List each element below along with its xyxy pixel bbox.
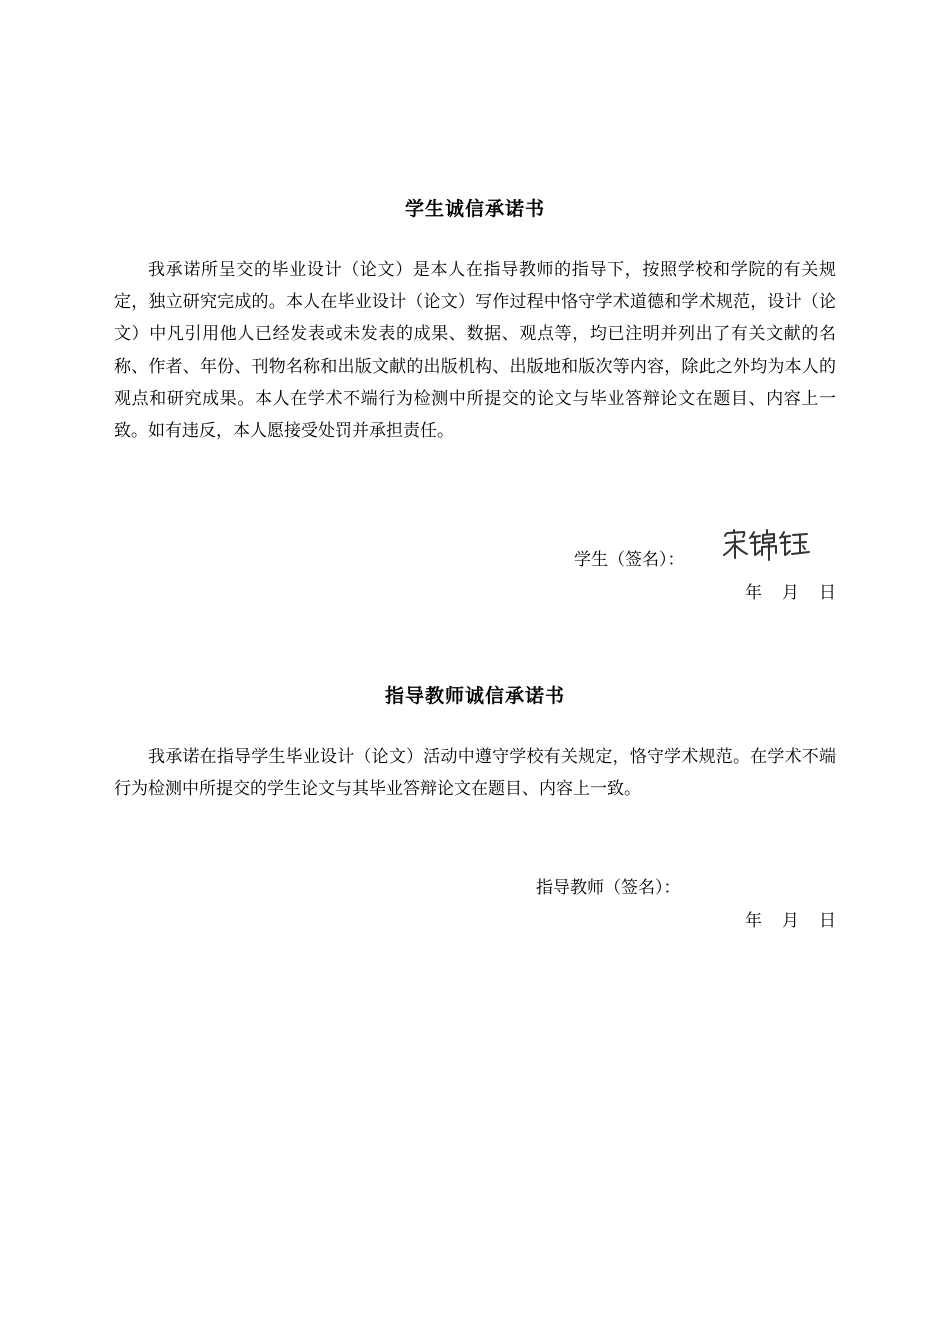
teacher-date-line [745, 906, 836, 931]
student-handwritten-signature [720, 524, 812, 566]
teacher-pledge-title: 指导教师诚信承诺书 [384, 685, 565, 707]
date-month-label: 月 [782, 583, 799, 603]
date-year-label: 年 [745, 911, 762, 931]
student-date-line [745, 578, 836, 603]
student-pledge-title: 学生诚信承诺书 [404, 198, 545, 220]
date-year-label: 年 [745, 583, 762, 603]
student-sign-label: 学生（签名）： [574, 550, 685, 570]
date-day-label: 日 [819, 583, 836, 603]
teacher-pledge-paragraph: 我承诺在指导学生毕业设计（论文）活动中遵守学校有关规定，恪守学术规范。在学术不端行为检测中所提交的学生论文与其毕业答辩论文在题目、内容上一致。 [114, 747, 836, 800]
student-pledge-paragraph: 我承诺所呈交的毕业设计（论文）是本人在指导教师的指导下，按照学校和学院的有关规定，独立研究完成的。本人在毕业设计（论文）写作过程中恪守学术道德和学术规范，设计（论文）中凡引用他人已经发表或未发表的成果、数据、观点等，均已注明并列出了有关文献的名称、作者、年份、刊物名称和出版文献的出版机构、出版地和版次等内容，除此之外均为本人的观点和研究成果。本人在学术不端行为检测中所提交的论文与毕业答辩论文在题目、内容上一致。如有违反，本人愿接受处罚并承担责任。 [114, 260, 836, 442]
teacher-sign-label: 指导教师（签名）： [536, 878, 681, 898]
date-day-label: 日 [819, 911, 836, 931]
date-month-label: 月 [782, 911, 799, 931]
